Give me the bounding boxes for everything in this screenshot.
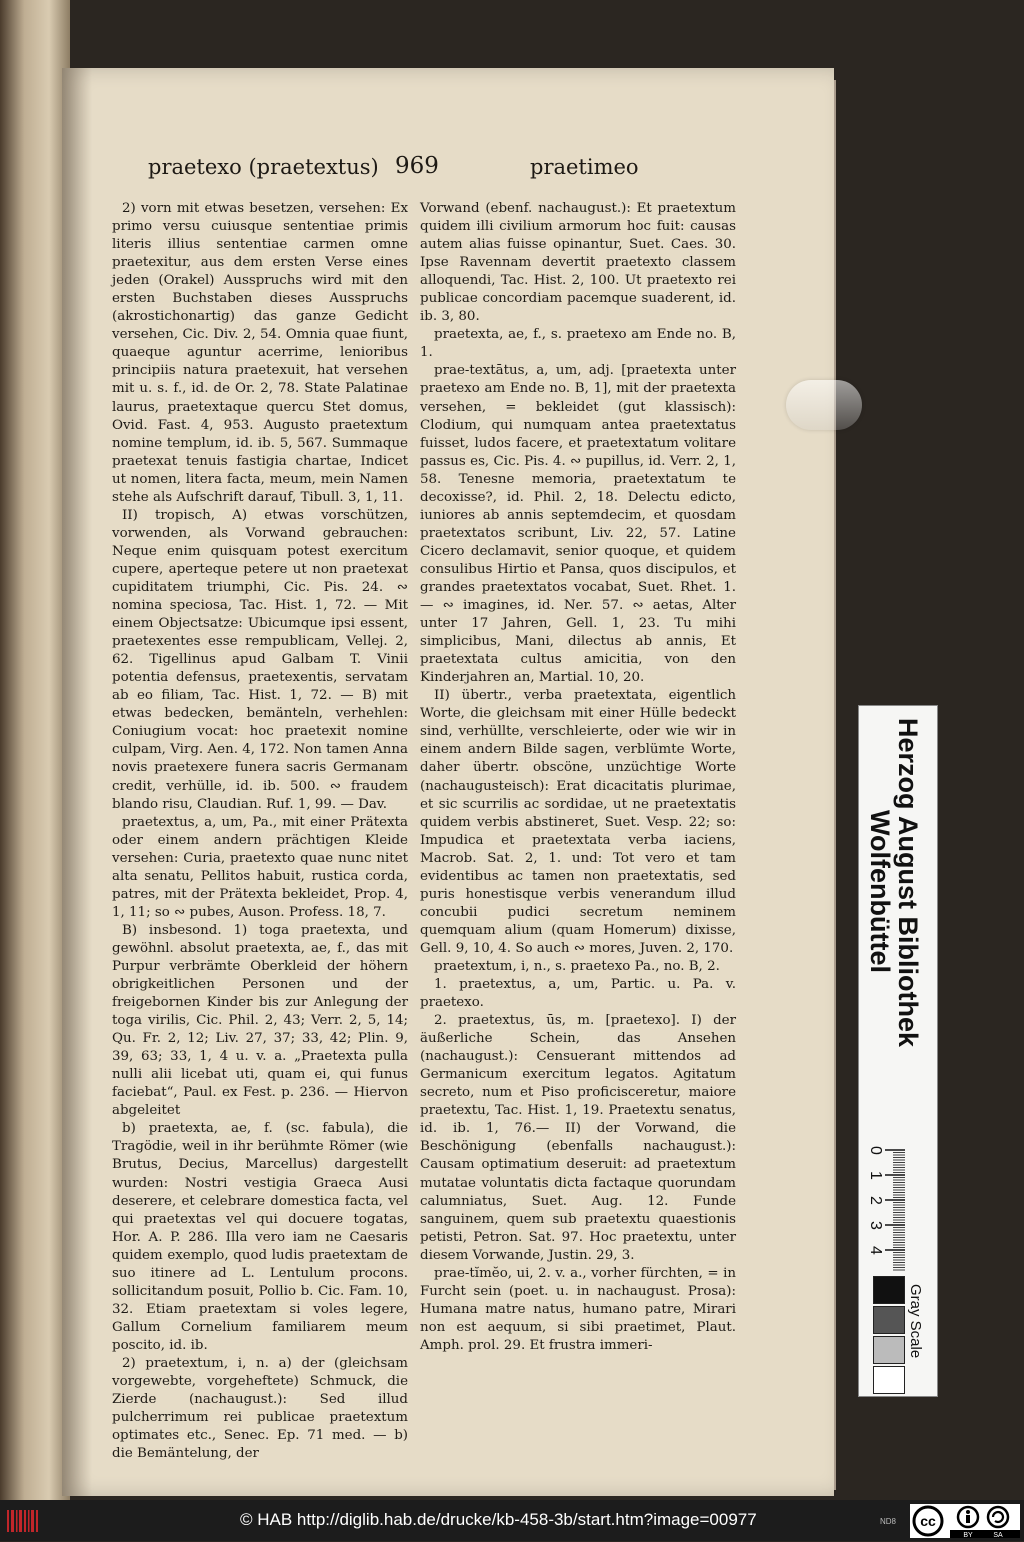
cc-text: cc <box>920 1513 936 1529</box>
ruler-number: 1 <box>867 1171 884 1180</box>
left-paragraph: praetextus, a, um, Pa., mit einer Prätexta oder einem andern prächtigen Kleide versehen: Curia, praetexto quae nunc nitet alta senatu, Pellitos habuit, rustica corda, patres, mit der Prätexta bekleidet, Prop. 4, 1, 11; so ∾ pubes, Auson. Profess. 18, 7. <box>112 814 408 920</box>
hab-logo-icon <box>6 1508 40 1534</box>
left-paragraph: II) tropisch, A) etwas vorschützen, vorwenden, als Vorwand gebrauchen: Neque enim quisquam potest exercitum cupere, aperteque petere ut non praetexat cupiditatem triumphi, Cic. Pis. 24. ∾ nomina speciosa, Tac. Hist. 1, 72. — Mit einem Objectsatze: Ubicumque ipsi essent, praetexentes esse rempublicam, Vellej. 2, 62. Tigellinus apud Galbam T. Vinii potentia defensus, praetexentis, servatam ab eo filiam, Tac. Hist. 1, 72. — B) mit etwas bedecken, bemänteln, verhehlen: Coniugium vocat: hoc praetexit nomine culpam, Virg. Aen. 4, 172. Non tamen Anna novis praetexere funera sacris Germanam credit, verhülle, id. ib. 500. ∾ fraudem blando risu, Claudian. Ruf. 1, 99. — Dav. <box>112 507 408 812</box>
right-paragraph: praetexta, ae, f., s. praetexo am Ende no. B, 1. <box>420 327 736 361</box>
swatch-black <box>873 1276 905 1304</box>
ruler-number: 0 <box>867 1146 884 1155</box>
page-header <box>140 155 780 195</box>
right-paragraph: 2. praetextus, ūs, m. [praetexo]. I) der äußerliche Schein, das Ansehen (nachaugust.): Censuerant mittendos ad Germanicum exercitum legatos. Agitatum secreto, num et Piso proficisceretur, maiore praetextu, Tac. Hist. 1, 19. Praetextu senatus, id. ib. 1, 76.— II) der Vorwand, die Beschönigung (ebenfalls nachaugust.): Causam optimatium deseruit: ad praetextum mutatae voluntatis dicta factaque quorundam calumniatus, Suet. Aug. 12. Funde sanguinem, quem sub praetextu quaestionis petisti, Petron. Sat. 97. Hoc praetextu, unter diesem Vorwande, Justin. 29, 3. <box>420 1013 736 1263</box>
page-number: 969 <box>395 153 439 179</box>
library-name-line2: Wolfenbüttel <box>865 810 895 973</box>
footer-tag: ND8 <box>880 1517 897 1526</box>
previous-page <box>0 0 70 1500</box>
right-paragraph: prae-textātus, a, um, adj. [praetexta unter praetexo am Ende no. B, 1], mit der praetexta versehen, = bekleidet (gut klassisch): Clodium, qui numquam antea praetextatus fuisset, ludos facere, et praetextatum volitare passus es, Cic. Pis. 4. ∾ pupillus, id. Verr. 2, 1, 58. Tenesne memoria, praetextatum te decoxisse?, id. Phil. 2, 18. Delectu edicto, iuniores ab annis septemdecim, et quosdam praetextatos scribunt, Liv. 22, 57. Latine Cicero declamavit, senior quoque, et quidem consulibus Hirtio et Pansa, quos discipulos, et grandes praetextatos vocabat, Suet. Rhet. 1. — ∾ imagines, id. Ner. 57. ∾ aetas, Alter unter 17 Jahren, Gell. 1, 23. Tu mihi simplicibus, Mani, dilectus ab annis, Et praetextata cultus amicitia, von den Kinderjahren an, Martial. 10, 20. <box>420 363 736 686</box>
left-column <box>112 200 408 1463</box>
right-paragraph: prae-tĭmĕo, ui, 2. v. a., vorher fürchten, = in Furcht sein (poet. u. in nachaugust. Prosa): Humana matre natus, humano patre, Mirari non est aequum, si sibi praetimet, Plaut. Amph. prol. 29. Et frustra immeri- <box>420 1265 736 1353</box>
cc-license-badge[interactable] <box>910 1504 1020 1538</box>
gray-scale-text: Gray Scale <box>907 1284 924 1359</box>
left-paragraph: 2) praetextum, i, n. a) der (gleichsam vorgewebte, vorgeheftete) Schmuck, die Zierde (nachaugust.): Sed illud pulcherrimum rei publicae praetextum optimates etc., Senec. Ep. 71 med. — b) die Bemäntelung, der <box>112 1356 408 1462</box>
right-paragraph: 1. praetextus, a, um, Partic. u. Pa. v. praetexo. <box>420 977 736 1011</box>
ruler-number: 4 <box>867 1246 884 1255</box>
ruler-number: 3 <box>867 1221 884 1230</box>
sa-text: SA <box>993 1532 1003 1538</box>
header-left-word: praetexo (praetextus) <box>148 155 379 179</box>
gutter-shadow <box>62 68 92 1496</box>
footer-bar <box>0 1500 1024 1541</box>
right-paragraph: II) übertr., verba praetextata, eigentlich Worte, die gleichsam mit einer Hülle bedeckt sind, verhüllte, verschleierte, oder wie wir in einem andern Bilde sagen, verblümte Worte, daher übertr. obscöne, unzüchtige Worte (nachaugusteisch): Erat dicacitatis plurimae, et sic scurrilis ac sordidae, ut ne praetextatis quidem verbis abstineret, Suet. Vesp. 22; so: Impudica et praetextata verba iaciens, Macrob. Sat. 2, 1. und: Tot vero et tam evidentibus ac tamen non praetextatis, sed puris honestisque verbis venerandum illud concubii pudici secretum neminem quemquam alium (quam Homerum) dixisse, Gell. 9, 10, 4. So auch ∾ mores, Juven. 2, 170. <box>420 688 736 956</box>
gray-scale-label <box>905 1280 929 1390</box>
right-column <box>420 200 736 1355</box>
header-right-word: praetimeo <box>530 155 639 179</box>
right-paragraph: Vorwand (ebenf. nachaugust.): Et praetextum quidem illi civilium armorum hoc fuit: causas autem alias fuisse opinantur, Suet. Caes. 30. Ipse Ravennam devertit praetexto classem alloquendi, Tac. Hist. 2, 100. Ut praetexto rei publicae concordiam pacemque suaderent, id. ib. 3, 80. <box>420 201 736 325</box>
swatch-white <box>873 1366 905 1394</box>
left-paragraph: 2) vorn mit etwas besetzen, versehen: Ex primo versu cuiusque sententiae primis literis illius sententiae carmen omne praetexitur, aus dem ersten Verse eines jeden (Orakel) Ausspruchs wird mit den ersten Buchstaben dieses Ausspruchs (akrostichonartig) das ganze Gedicht versehen, Cic. Div. 2, 54. Omnia quae fiunt, quaeque aguntur acerrime, lenioribus principiis natura praetexuit, hat versehen mit u. s. f., id. de Or. 2, 78. State Palatinae laurus, praetextaque quercu Stet domus, Ovid. Fast. 4, 953. Augusto praetextum nomine templum, id. ib. 5, 567. Summaque praetexat tenuis fastigia chartae, Indicet ut nomen, litera facta, meum, mein Namen stehe als Aufschrift darauf, Tibull. 3, 1, 11. <box>112 201 408 505</box>
by-text: BY <box>963 1532 973 1538</box>
left-paragraph: b) praetexta, ae, f. (sc. fabula), die Tragödie, weil in ihr berühmte Römer (wie Brutus, Decius, Marcellus) dargestellt wurden: Nostri vestigia Graeca Ausi deserere, et celebrare domestica facta, vel qui praetextas vel qui docuere togatas, Hor. A. P. 286. Illa vero iam ne Caesaris quidem exemplo, quod ludis praetextam de suo itinere ad L. Lentulum procons. sollicitandum posuit, Pollio b. Cic. Fam. 10, 32. Etiam praetextam si voles legere, Gallum Cornelium familiarem meum poscito, id. ib. <box>112 1121 408 1353</box>
swatch-light-gray <box>873 1336 905 1364</box>
left-paragraph: B) insbesond. 1) toga praetexta, und gewöhnl. absolut praetexta, ae, f., das mit Purpur verbrämte Oberkleid der höhern obrigkeitlichen Personen und der freigebornen Kinder bis zur Anlegung der toga virilis, Cic. Phil. 2, 43; Verr. 2, 5, 14; Qu. Fr. 2, 12; Liv. 27, 37; 33, 42; Plin. 9, 39, 63; 33, 1, 4 u. v. a. „Praetexta pulla nulli alii licebat uti, quam ei, qui funus faciebat“, Paul. ex Fest. p. 236. — Hiervon abgeleitet <box>112 922 408 1119</box>
swatch-dark-gray <box>873 1306 905 1334</box>
gray-swatches <box>873 1276 905 1388</box>
source-url-link[interactable]: © HAB http://diglib.hab.de/drucke/kb-458-3b/start.htm?image=00977 <box>240 1510 757 1529</box>
ruler-number: 2 <box>867 1196 884 1205</box>
right-paragraph: praetextum, i, n., s. praetexo Pa., no. B, 2. <box>434 958 720 974</box>
page-clip <box>786 380 862 430</box>
library-name-line1: Herzog August Bibliothek <box>893 718 923 1047</box>
scale-card <box>858 705 938 1397</box>
library-label <box>863 710 933 1150</box>
